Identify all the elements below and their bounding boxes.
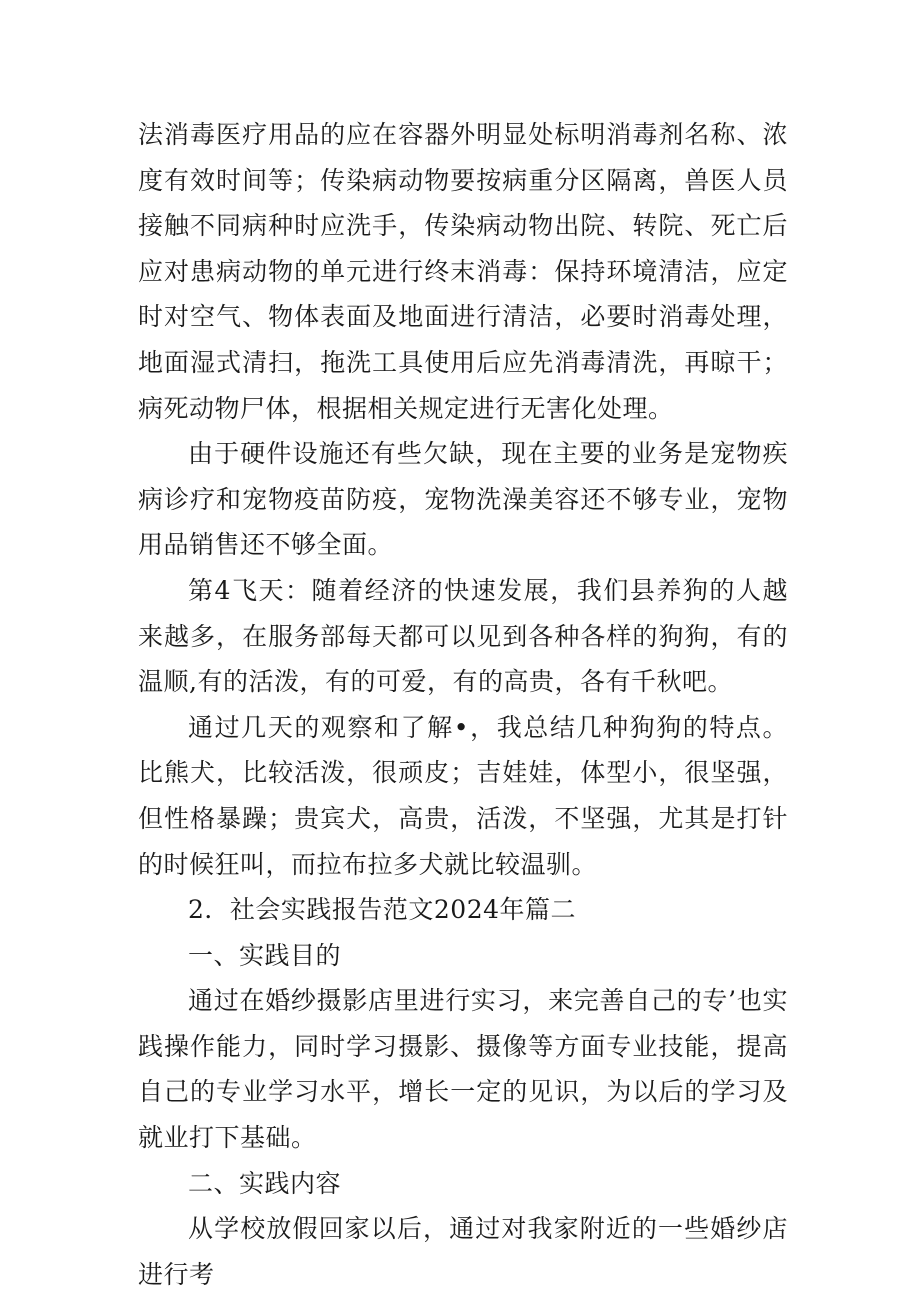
subheading-purpose: 一、实践目的 xyxy=(188,940,342,970)
document-body xyxy=(138,112,788,1297)
paragraph-hardware: 由于硬件设施还有些欠缺，现在主要的业务是宠物疾病诊疗和宠物疫苗防疫，宠物洗澡美容还不够专业，宠物用品销售还不够全面。 xyxy=(138,439,788,560)
paragraph-purpose: 通过在婚纱摄影店里进行实习，来完善自己的专’也实践操作能力，同时学习摄影、摄像等方面专业技能，提高自己的专业学习水平，增长一定的见识，为以后的学习及就业打下基础。 xyxy=(138,986,788,1153)
paragraph-content: 从学校放假回家以后，通过对我家附近的一些婚纱店进行考 xyxy=(138,1214,788,1289)
subheading-content: 二、实践内容 xyxy=(188,1168,342,1198)
section-heading-report-2: 2．社会实践报告范文2024年篇二 xyxy=(188,895,577,925)
paragraph-disinfection: 法消毒医疗用品的应在容器外明显处标明消毒剂名称、浓度有效时间等；传染病动物要按病重分区隔离，兽医人员接触不同病种时应洗手，传染病动物出院、转院、死亡后应对患病动物的单元进行终末消毒：保持环境清洁，应定时对空气、物体表面及地面进行清洁，必要时消毒处理，地面湿式清扫，拖洗工具使用后应先消毒清洗，再晾干；病死动物尸体，根据相关规定进行无害化处理。 xyxy=(138,120,788,423)
paragraph-dog-traits: 通过几天的观察和了解•，我总结几种狗狗的特点。比熊犬，比较活泼，很顽皮；吉娃娃，体型小，很坚强，但性格暴躁；贵宾犬，高贵，活泼，不坚强，尤其是打针的时候狂叫，而拉布拉多犬就比较温驯。 xyxy=(138,712,788,879)
paragraph-day4: 第4飞天：随着经济的快速发展，我们县养狗的人越来越多，在服务部每天都可以见到各种各样的狗狗，有的温顺,有的活泼，有的可爱，有的高贵，各有千秋吧。 xyxy=(138,575,788,697)
